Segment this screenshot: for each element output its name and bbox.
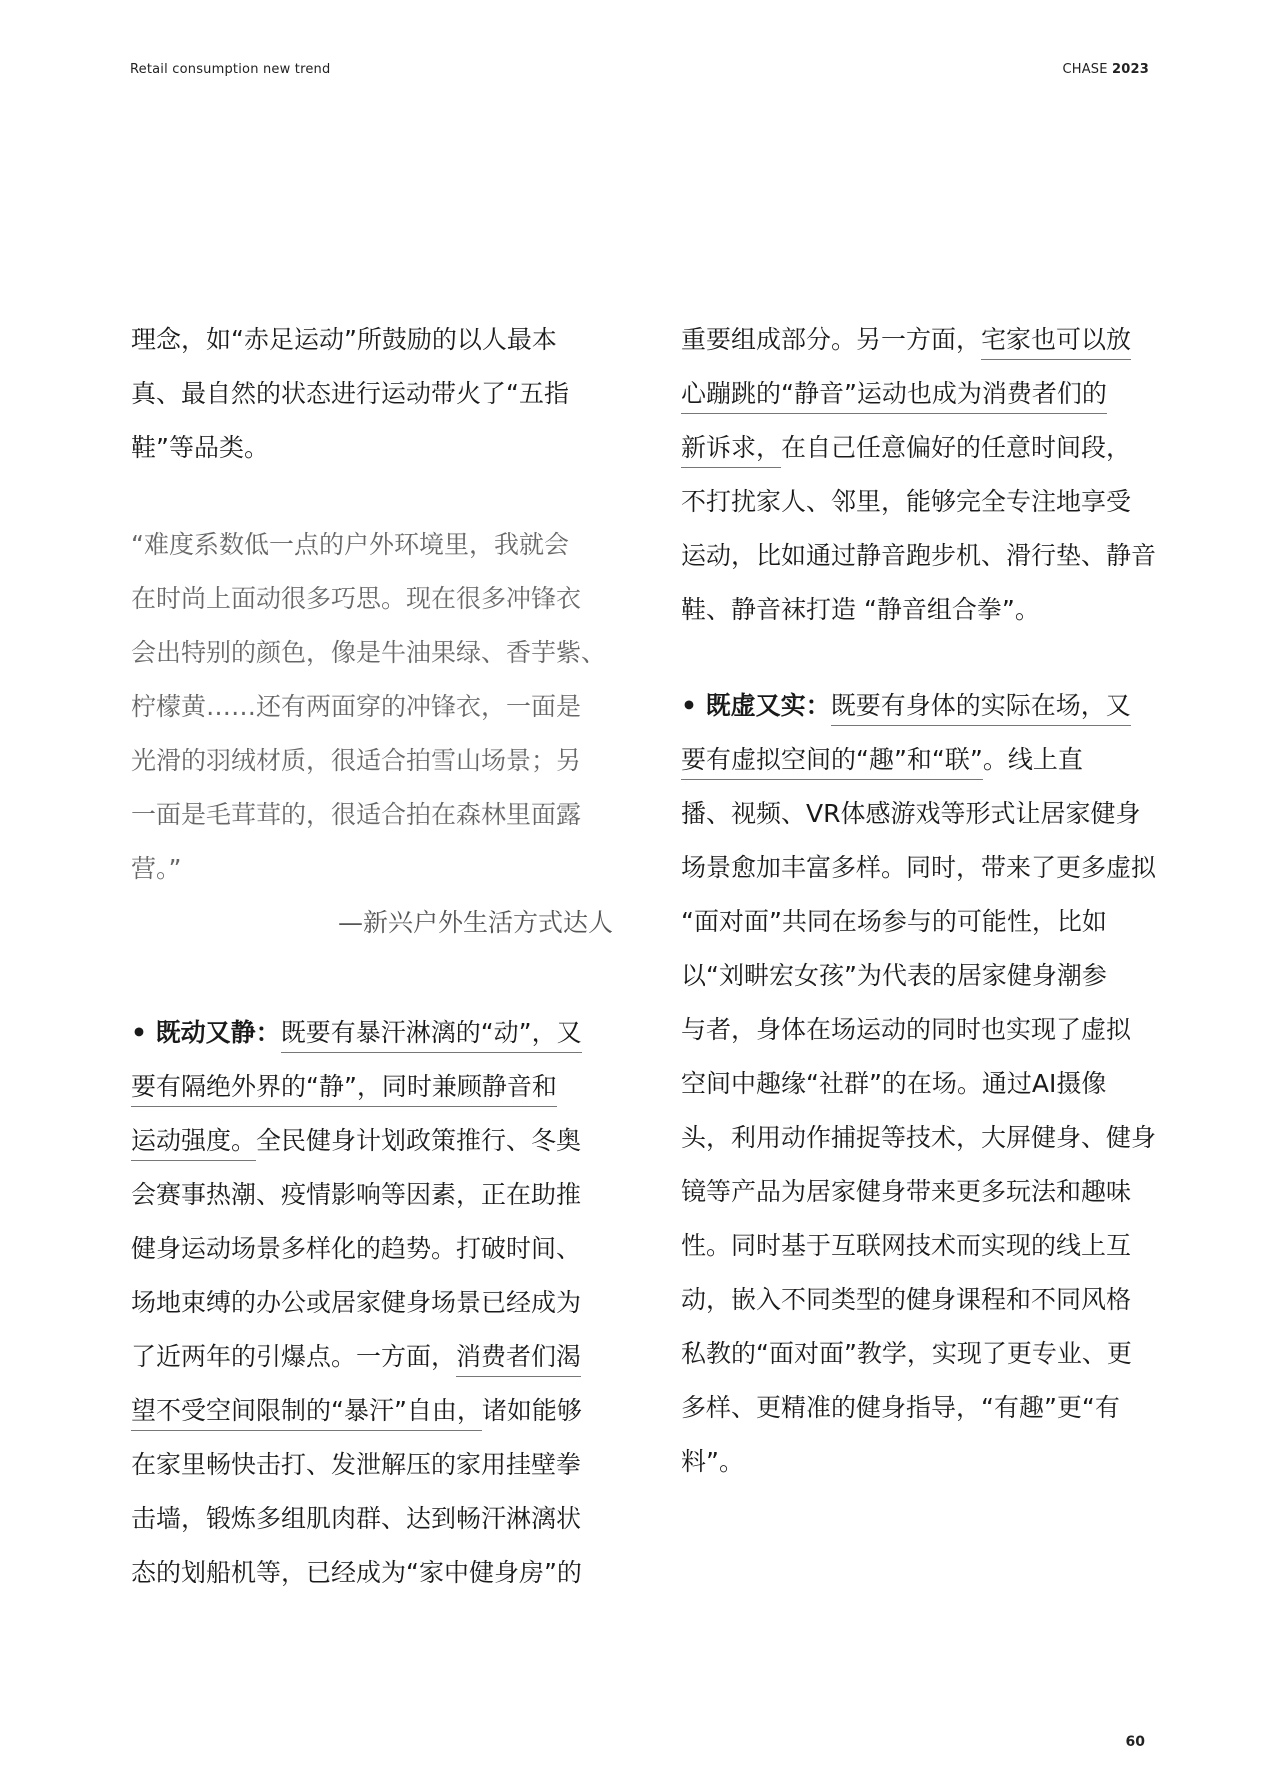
underlined-text: 要有虚拟空间的“趣”和“联”: [681, 745, 983, 780]
text-line: 头，利用动作捕捉等技术，大屏健身、健身: [681, 1123, 1157, 1152]
brand-year: 2023: [1112, 62, 1149, 77]
text-line: 会赛事热潮、疫情影响等因素，正在助推: [131, 1180, 582, 1209]
text-line: 鞋”等品类。: [131, 433, 269, 462]
text-line: [131, 1384, 617, 1438]
text-span: 了近两年的引爆点。一方面，: [131, 1342, 457, 1371]
text-line: 镜等产品为居家健身带来更多玩法和趣味: [681, 1177, 1132, 1206]
text-line: 理念，如“赤足运动”所鼓励的以人最本: [131, 325, 557, 354]
text-line: 不打扰家人、邻里，能够完全专注地享受: [681, 487, 1132, 516]
text-line: 在家里畅快击打、发泄解压的家用挂壁拳: [131, 1450, 582, 1479]
text-line: [131, 1330, 617, 1384]
left-column: [131, 313, 617, 1600]
text-line: [681, 733, 1167, 787]
pull-quote: [131, 518, 617, 950]
underlined-text: 宅家也可以放: [981, 325, 1131, 360]
text-line: 性。同时基于互联网技术而实现的线上互: [681, 1231, 1132, 1260]
spacer: [131, 475, 617, 518]
underlined-text: 运动强度。: [131, 1126, 256, 1161]
text-span: 在自己任意偏好的任意时间段，: [781, 433, 1132, 462]
text-line: 态的划船机等，已经成为“家中健身房”的: [131, 1558, 582, 1587]
text-line: 动，嵌入不同类型的健身课程和不同风格: [681, 1285, 1132, 1314]
underlined-text: 消费者们渴: [456, 1342, 581, 1377]
text-line: 以“刘畊宏女孩”为代表的居家健身潮参: [681, 961, 1107, 990]
intro-paragraph: [131, 313, 617, 475]
quote-line: 在时尚上面动很多巧思。现在很多冲锋衣: [131, 584, 582, 613]
text-line: [131, 1114, 617, 1168]
text-span: 全民健身计划政策推行、冬奥: [256, 1126, 582, 1155]
text-line: 场地束缚的办公或居家健身场景已经成为: [131, 1288, 582, 1317]
underlined-text: 要有隔绝外界的“静”，同时兼顾静音和: [131, 1072, 557, 1107]
quote-line: 会出特别的颜色，像是牛油果绿、香芋紫、: [131, 638, 607, 667]
underlined-text: 既要有身体的实际在场，又: [831, 691, 1131, 726]
bullet-section-dynamic-static: [131, 1006, 617, 1600]
underlined-text: 既要有暴汗淋漓的“动”，又: [281, 1018, 582, 1053]
text-line: 与者，身体在场运动的同时也实现了虚拟: [681, 1015, 1132, 1044]
text-line: 播、视频、VR体感游戏等形式让居家健身: [681, 799, 1141, 828]
text-line: 运动，比如通过静音跑步机、滑行垫、静音: [681, 541, 1157, 570]
text-span: 重要组成部分。另一方面，: [681, 325, 982, 354]
text-line: 真、最自然的状态进行运动带火了“五指: [131, 379, 569, 408]
paragraph-silent-sports: [681, 313, 1167, 637]
quote-line: “难度系数低一点的户外环境里，我就会: [131, 530, 569, 559]
text-span: 。线上直: [982, 745, 1083, 774]
text-line: 健身运动场景多样化的趋势。打破时间、: [131, 1234, 582, 1263]
bullet-heading: • 既动又静：: [131, 1018, 281, 1047]
text-line: 场景愈加丰富多样。同时，带来了更多虚拟: [681, 853, 1157, 882]
quote-attribution: —新兴户外生活方式达人: [337, 908, 613, 937]
text-line: 多样、更精准的健身指导，“有趣”更“有: [681, 1393, 1120, 1422]
running-header-brand: [1062, 62, 1149, 77]
spacer: [131, 950, 617, 1006]
bullet-heading: • 既虚又实：: [681, 691, 831, 720]
quote-line: 一面是毛茸茸的，很适合拍在森林里面露: [131, 800, 582, 829]
text-line: [681, 679, 1167, 733]
quote-line: 营。”: [131, 854, 182, 883]
right-column: [681, 313, 1167, 1489]
text-line: “面对面”共同在场参与的可能性，比如: [681, 907, 1107, 936]
text-line: [681, 313, 1167, 367]
text-line: 击墙，锻炼多组肌肉群、达到畅汗淋漓状: [131, 1504, 582, 1533]
text-line: [131, 1060, 617, 1114]
quote-line: 光滑的羽绒材质，很适合拍雪山场景；另: [131, 746, 582, 775]
bullet-section-virtual-real: [681, 679, 1167, 1489]
underlined-text: 心蹦跳的“静音”运动也成为消费者们的: [681, 379, 1107, 414]
page-number: 60: [1125, 1734, 1145, 1750]
underlined-text: 新诉求，: [681, 433, 781, 468]
text-line: [131, 1006, 617, 1060]
running-header-title: Retail consumption new trend: [130, 62, 331, 77]
spacer: [681, 637, 1167, 679]
text-line: 料”。: [681, 1447, 744, 1476]
text-line: 私教的“面对面”教学，实现了更专业、更: [681, 1339, 1132, 1368]
text-line: 空间中趣缘“社群”的在场。通过AI摄像: [681, 1069, 1107, 1098]
text-line: 鞋、静音袜打造 “静音组合拳”。: [681, 595, 1040, 624]
brand-name: CHASE: [1062, 62, 1108, 77]
text-line: [681, 367, 1167, 421]
quote-line: 柠檬黄……还有两面穿的冲锋衣，一面是: [131, 692, 582, 721]
underlined-text: 望不受空间限制的“暴汗”自由，: [131, 1396, 482, 1431]
text-span: 诸如能够: [481, 1396, 582, 1425]
text-line: [681, 421, 1167, 475]
